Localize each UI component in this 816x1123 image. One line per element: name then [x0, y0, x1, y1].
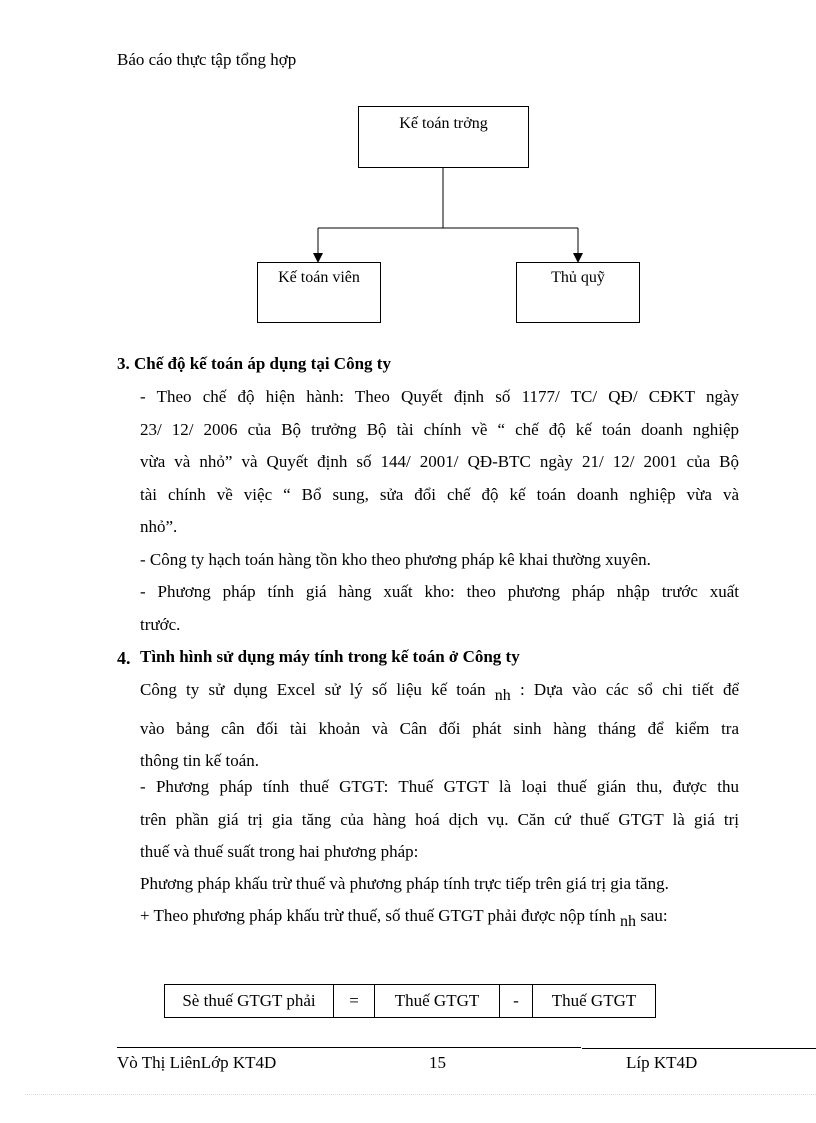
text-line: thuế và thuế suất trong hai phương pháp: [140, 842, 419, 861]
org-box-label: Kế toán viên [278, 269, 360, 286]
text-fragment: sau: [640, 906, 668, 925]
text-fragment: : Dựa vào các sổ chi tiết để [520, 680, 739, 699]
text-fragment: + Theo phương pháp khấu trừ thuế, số thuế GTGT phải được nộp tính [140, 906, 616, 925]
footer-divider [582, 1048, 816, 1049]
footer-divider [117, 1047, 581, 1048]
text-line [140, 900, 739, 939]
vat-formula-table [164, 984, 656, 1018]
page-bottom-edge [25, 1094, 816, 1095]
text-line: trước. [140, 614, 181, 634]
text-line: vào bảng cân đối tài khoản và Cân đối phát sinh hàng tháng để kiểm tra [140, 718, 739, 738]
text-line: 23/ 12/ 2006 của Bộ trưởng Bộ tài chính về “ chế độ kế toán doanh nghiệp [140, 419, 739, 439]
table-cell: Thuế GTGT [533, 985, 656, 1018]
org-box-label: Thủ quỹ [551, 269, 605, 286]
text-fragment: Công ty sử dụng Excel sử lý số liệu kế toán [140, 680, 486, 699]
org-box-chief-accountant [358, 106, 529, 168]
section-4-paragraph-2 [140, 771, 739, 869]
text-subscript: nh [619, 913, 636, 930]
section-4-number: 4. [117, 648, 131, 668]
table-cell: Thuế GTGT [375, 985, 500, 1018]
text-line: vừa và nhỏ” và Quyết định số 144/ 2001/ QĐ-BTC ngày 21/ 12/ 2001 của Bộ [140, 452, 739, 471]
footer-author: Vò Thị LiênLớp KT4D [117, 1053, 277, 1072]
text-subscript: nh [494, 687, 511, 704]
text-line: nhỏ”. [140, 517, 178, 536]
page-header: Báo cáo thực tập tổng hợp [117, 50, 297, 69]
text-line: trên phần giá trị gia tăng của hàng hoá dịch vụ. Căn cứ thuế GTGT là giá trị [140, 809, 739, 829]
text-line: - Phương pháp tính thuế GTGT: Thuế GTGT là loại thuế gián thu, được thu [140, 777, 739, 796]
text-line [140, 674, 739, 713]
section-4-paragraph-4 [140, 900, 739, 939]
section-3-paragraph-1 [140, 381, 739, 544]
table-cell: = [334, 985, 375, 1018]
org-box-label: Kế toán trởng [399, 115, 488, 132]
footer-page-number: 15 [429, 1053, 446, 1072]
table-cell: Sè thuế GTGT phải [165, 985, 334, 1018]
section-3-paragraph-2 [140, 544, 739, 577]
footer-class: Líp KT4D [626, 1053, 698, 1072]
org-box-accountant [257, 262, 381, 323]
section-4-paragraph-1 [140, 674, 739, 778]
table-cell: - [500, 985, 533, 1018]
table-row [165, 985, 656, 1018]
org-chart-connectors [0, 0, 816, 400]
section-3-heading: 3. Chế độ kế toán áp dụng tại Công ty [117, 354, 391, 373]
text-line: thông tin kế toán. [140, 751, 259, 770]
section-4-paragraph-3 [140, 868, 739, 901]
text-line: - Theo chế độ hiện hành: Theo Quyết định số 1177/ TC/ QĐ/ CĐKT ngày [140, 387, 739, 406]
text-line: tài chính về việc “ Bổ sung, sửa đổi chế độ kế toán doanh nghiệp vừa và [140, 484, 739, 504]
section-3-paragraph-3 [140, 576, 739, 641]
section-4-heading: Tình hình sử dụng máy tính trong kế toán ở Công ty [140, 647, 520, 666]
text-line: - Phương pháp tính giá hàng xuất kho: theo phương pháp nhập trước xuất [140, 582, 739, 601]
text-line: Phương pháp khấu trừ thuế và phương pháp tính trực tiếp trên giá trị gia tăng. [140, 874, 669, 893]
text-line: - Công ty hạch toán hàng tồn kho theo phương pháp kê khai thường xuyên. [140, 550, 651, 569]
org-box-cashier [516, 262, 640, 323]
